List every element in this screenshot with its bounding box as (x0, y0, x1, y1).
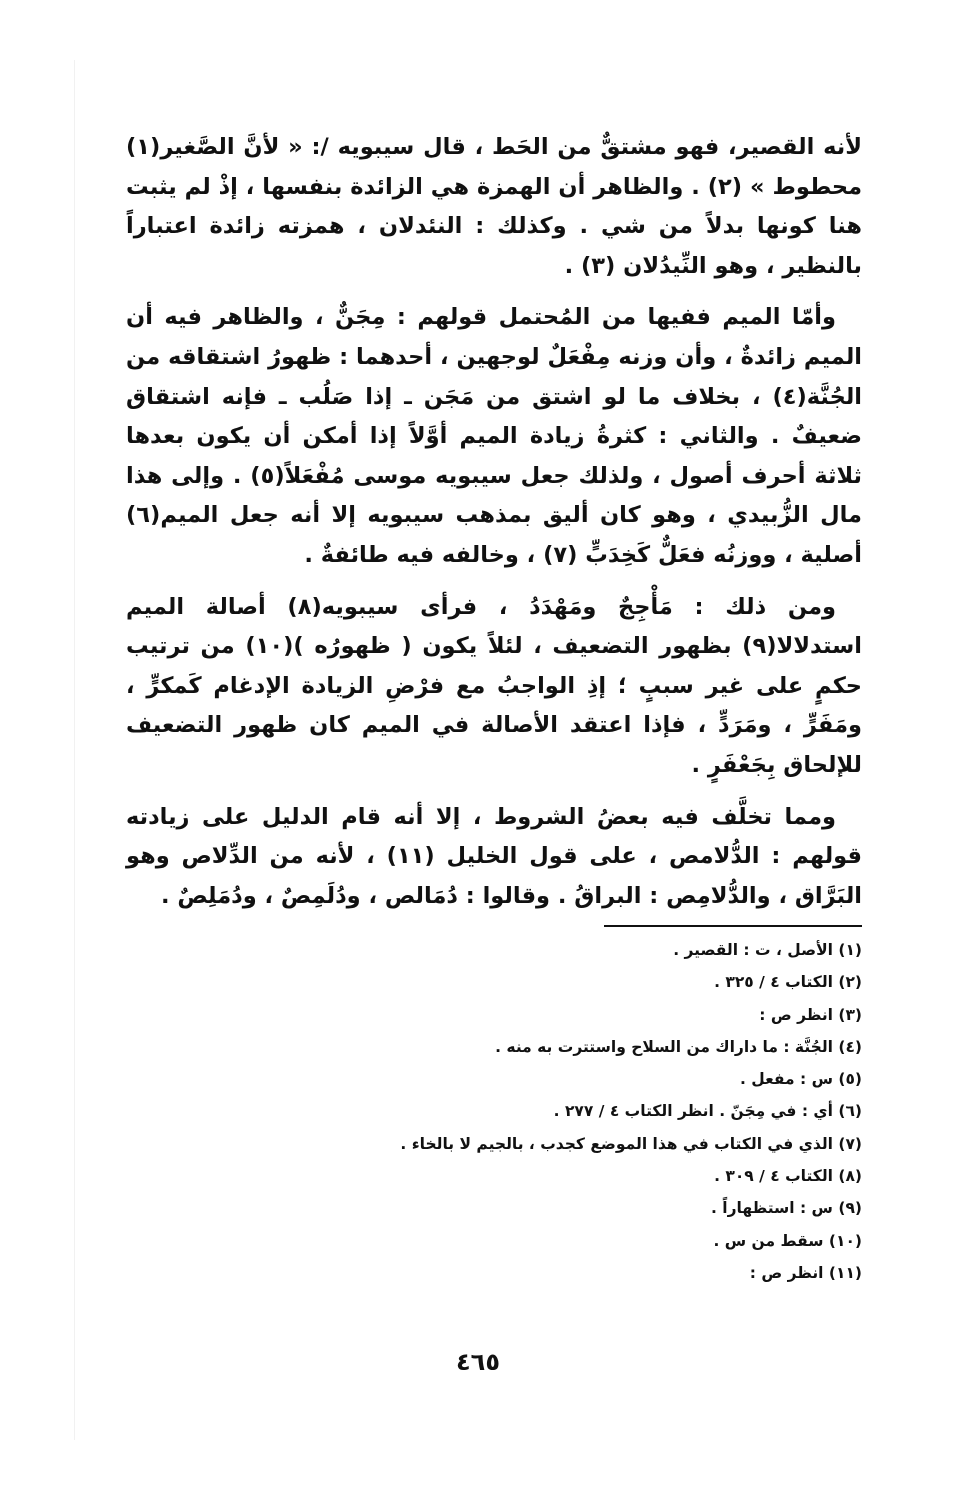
main-text (126, 128, 862, 928)
footnote-3: (٣) انظر ص : (759, 1005, 862, 1024)
page-number: ٤٦٥ (456, 1348, 500, 1376)
page-edge-shadow (74, 60, 75, 1440)
footnote-2: (٢) الكتاب ٤ / ٣٢٥ . (714, 973, 862, 992)
paragraph-2: وأمّا الميم ففيها من المُحتمل قولهم : مِجَنٌّ ، والظاهر فيه أن الميم زائدةٌ ، وأن وزنه مِفْعَلٌ لوجهين ، أحدهما : ظهورُ اشتقاقه من الجُنَّة(٤) ، بخلاف ما لو اشتق من مَجَن ـ إذا صَلُب ـ فإنه اشتقاق ضعيفٌ . والثاني : كثرةُ زيادة الميم أوَّلاً إذا أمكن أن يكون بعدها ثلاثة أحرف أصول ، ولذلك جعل سيبويه موسى مُفْعَلاً(٥) . وإلى هذا مال الزُّبيدي ، وهو كان أليق بمذهب سيبويه إلا أنه جعل الميم(٦) أصلية ، ووزنُه فعَلٌّ كَخِدَبٍّ (٧) ، وخالفه فيه طائفةٌ . (126, 304, 862, 568)
footnote-4: (٤) الجُنَّة : ما داراك من السلاح واستترت به منه . (495, 1037, 862, 1056)
footnotes-list (126, 934, 862, 1289)
footnote-6: (٦) أي : في مِجَنّ . انظر الكتاب ٤ / ٢٧٧ . (553, 1102, 862, 1121)
footnote-11: (١١) انظر ص : (749, 1263, 862, 1282)
paragraph-3: ومن ذلك : مَأْجِجٌ ومَهْدَدُ ، فرأى سيبويه(٨) أصالة الميم استدلالا(٩) بظهور التضعيف ، لئلاً يكون ( ظهورُه )(١٠) من ترتيب حكمٍ على غير سببٍ ؛ إذِ الواجبُ مع فرْضِ الزيادة الإدغام كَمكرٍّ ، ومَفَرٍّ ، ومَرَدٍّ ، فإذا اعتقد الأصالة في الميم كان ظهور التضعيف للإلحاق بِجَعْفَرٍ . (126, 593, 862, 778)
footnote-1: (١) الأصل ، ت : القصير . (673, 941, 862, 959)
footnote-7: (٧) الذي في الكتاب في هذا الموضع كجدب ، بالجيم لا بالخاء . (400, 1134, 862, 1153)
footnote-8: (٨) الكتاب ٤ / ٣٠٩ . (714, 1167, 862, 1186)
paragraph-1: لأنه القصير، فهو مشتقٌّ من الحَط ، قال سيبويه /: « لأنَّ الصَّغير(١) محطوط » (٢) . والظاهر أن الهمزة هي الزائدة بنفسها ، إذْ لم يثبت هنا كونها بدلاً من شي . وكذلك : النئدلان ، همزته زائدة اعتباراً بالنظير ، وهو النِّيدُلان (٣) . (126, 134, 863, 279)
footnote-separator (604, 925, 862, 927)
footnote-9: (٩) س : استظهاراً . (711, 1199, 862, 1218)
footnote-10: (١٠) سقط من س . (713, 1231, 862, 1250)
footnote-5: (٥) س : مفعل . (739, 1070, 862, 1089)
paragraph-4: ومما تخلَّف فيه بعضُ الشروط ، إلا أنه قام الدليل على زيادته قولهم : الدُّلامص ، على قول الخليل (١١) ، لأنه من الدِّلاص وهو البَرَّاق ، والدُّلامِص : البراقُ . وقالوا : دُمَالص ، ودُلَمِصٌ ، ودُمَلِصٌ . (126, 803, 862, 909)
